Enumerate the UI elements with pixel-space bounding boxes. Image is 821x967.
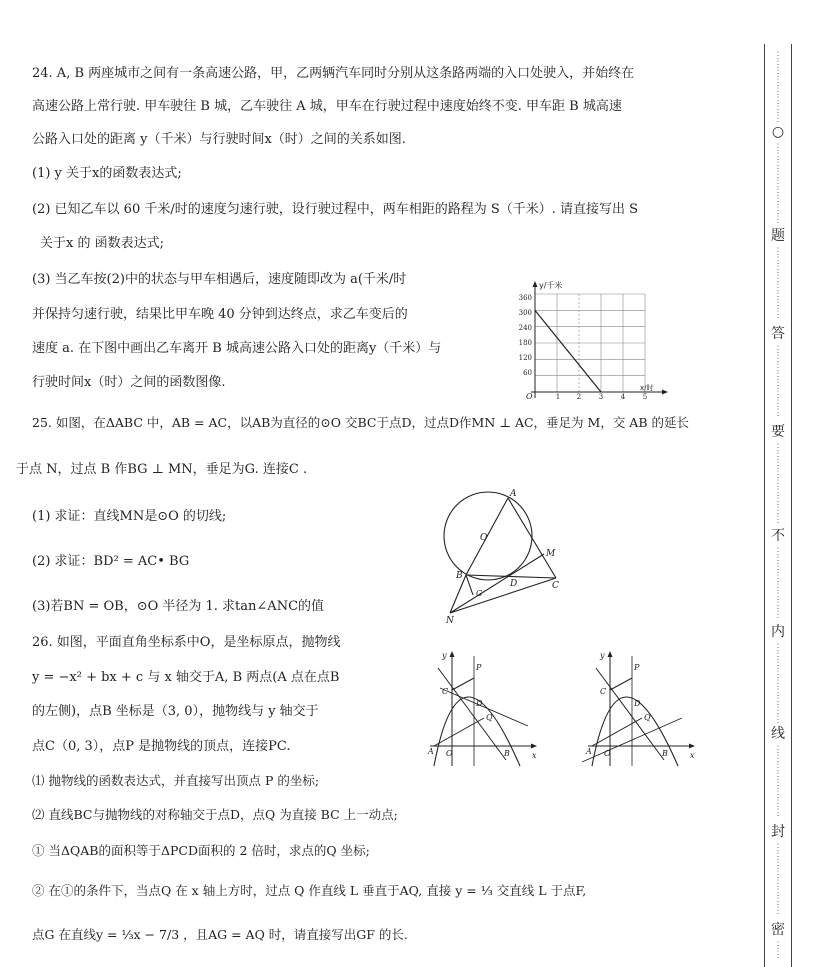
q24-y-arrow [533, 281, 538, 287]
q25-segment-bc [466, 575, 556, 578]
q25-part-1: (1) 求证：直线MN是⊙O 的切线; [32, 509, 227, 524]
strip-char-feng: 封 [771, 824, 785, 840]
q24-part-3: (3) 当乙车按(2)中的状态与甲车相遇后，速度随即改为 a(千米/时 [32, 272, 407, 287]
q26-part-2-2-cont: 点G 在直线y = ⅓x − 7/3 ，且AG = AQ 时，请直接写出GF 的长. [32, 927, 408, 942]
strip-dots: ⋮ ⋮ [773, 941, 783, 960]
q26-right-label-o: O [604, 749, 611, 758]
strip-dots: ⋮ ⋮ ⋮ ⋮ ⋮ ⋮ ⋮ ⋮ ⋮ [773, 443, 783, 525]
strip-dots: ⋮ ⋮ ⋮ ⋮ ⋮ ⋮ ⋮ ⋮ [773, 843, 783, 916]
q26-left-y-arrow [450, 651, 455, 657]
q25-label-o: O [480, 533, 488, 543]
q26-part-2-1: ① 当ΔQAB的面积等于ΔPCD面积的 2 倍时，求点的Q 坐标; [32, 843, 370, 858]
q26-left-label-a: A [428, 747, 434, 756]
strip-char-yao: 要 [771, 424, 785, 440]
q24-part-1: (1) y 关于x的函数表达式; [32, 166, 182, 181]
q24-y-tick: 180 [518, 339, 532, 347]
q25-figure [438, 486, 568, 626]
q25-line-1: 25. 如图，在ΔABC 中，AB = AC，以AB为直径的⊙O 交BC于点D，过点D作MN ⊥ AC，垂足为 M，交 AB 的延长 [32, 415, 689, 430]
q25-circle-o [444, 492, 532, 580]
q26-right-x-arrow [689, 744, 695, 749]
q25-line-2: 于点 N，过点 B 作BG ⊥ MN，垂足为G. 连接C . [16, 462, 308, 477]
q25-segment-bg [466, 575, 473, 595]
strip-dots: ⋮ ⋮ ⋮ ⋮ ⋮ ⋮ ⋮ ⋮ ⋮ [773, 643, 783, 725]
q24-x-tick: 3 [598, 393, 604, 400]
q24-part-3-cont-2: 速度 a. 在下图中画出乙车离开 B 城高速公路入口处的距离y（千米）与 [32, 341, 442, 356]
q26-figure-left [420, 648, 540, 768]
q26-right-y-arrow [608, 651, 613, 657]
q26-right-segment-aq [592, 718, 642, 746]
strip-char-ti: 题 [771, 228, 785, 244]
q26-line-1: 26. 如图，平面直角坐标系中O，是坐标原点，抛物线 [32, 635, 341, 650]
q25-label-n: N [446, 616, 454, 626]
q24-x-tick: 2 [576, 393, 582, 400]
q24-y-tick: 300 [518, 309, 532, 317]
q26-left-label-x: x [532, 751, 537, 760]
q26-right-label-d: D [634, 699, 641, 708]
q26-left-segment-pc [452, 678, 474, 690]
strip-char-da: 答 [771, 326, 785, 342]
q24-line-2: 高速公路上常行驶. 甲车驶往 B 城，乙车驶往 A 城，甲车在行驶过程中速度始终不变. 甲车距 B 城高速 [32, 99, 622, 114]
q26-right-label-x: x [690, 751, 695, 760]
strip-char-mi: 密 [771, 922, 785, 938]
q26-part-2-2: ② 在①的条件下，当点Q 在 x 轴上方时，过点 Q 作直线 L 垂直于AQ, 直接 y = ⅓ 交直线 L 于点F, [32, 883, 587, 898]
q24-line-1: 24. A, B 两座城市之间有一条高速公路，甲，乙两辆汽车同时分别从这条路两端的入口处驶入，并始终在 [32, 66, 635, 81]
q24-x-arrow [662, 390, 668, 395]
q26-left-segment-aq [434, 718, 484, 746]
strip-char-bu: 不 [771, 528, 785, 544]
q26-right-label-a: A [586, 747, 592, 756]
q24-y-tick: 120 [518, 354, 532, 362]
q25-label-b: B [456, 571, 463, 581]
q24-y-label: y/千米 [539, 281, 563, 290]
strip-char-xian: 线 [771, 726, 785, 742]
strip-dots: ⋮ ⋮ ⋮ ⋮ ⋮ ⋮ ⋮ ⋮ [773, 745, 783, 818]
q26-figure-right [578, 648, 698, 768]
q25-segment-ac [508, 498, 556, 578]
q24-part-2: (2) 已知乙车以 60 千米/时的速度匀速行驶，设行驶过程中，两车相距的路程为 S（千米）. 请直接写出 S [32, 202, 639, 217]
q24-series-jia [535, 310, 601, 392]
q26-right-label-p: P [634, 663, 640, 672]
q24-x-tick: 4 [620, 393, 626, 400]
q26-left-label-d: D [476, 699, 483, 708]
q26-line-4: 点C（0, 3），点P 是抛物线的顶点，连接PC. [32, 739, 291, 754]
q25-label-c: C [552, 581, 559, 591]
q24-line-3: 公路入口处的距离 y（千米）与行驶时间x（时）之间的关系如图. [32, 132, 406, 147]
q26-left-label-p: P [476, 663, 482, 672]
q24-x-tick: 5 [642, 393, 648, 400]
q25-line-mn [450, 554, 544, 613]
q24-y-tick: 240 [518, 324, 532, 332]
q24-part-2-cont: 关于x 的 函数表达式; [40, 236, 164, 251]
q24-y-tick: 60 [523, 369, 532, 377]
binding-strip [764, 44, 792, 967]
q26-left-label-o: O [446, 749, 453, 758]
q26-left-label-y: y [442, 651, 447, 660]
q25-label-d: D [510, 579, 518, 589]
q25-label-a: A [510, 489, 517, 499]
strip-dots: ⋮ ⋮ ⋮ ⋮ ⋮ ⋮ ⋮ ⋮ [773, 547, 783, 620]
q26-left-label-b: B [504, 749, 510, 758]
q26-part-2: ⑵ 直线BC与抛物线的对称轴交于点D，点Q 为直接 BC 上一动点; [32, 807, 398, 822]
q25-part-2: (2) 求证：BD² = AC• BG [32, 554, 190, 569]
q25-segment-nc [450, 578, 556, 613]
q24-graph [505, 278, 670, 400]
q25-part-3: (3)若BN = OB，⊙O 半径为 1. 求tan∠ANC的值 [32, 599, 325, 614]
q26-left-x-arrow [531, 744, 537, 749]
q24-x-label: x/时 [640, 384, 654, 392]
q26-right-segment-pc [610, 678, 632, 690]
q26-right-label-y: y [600, 651, 605, 660]
q24-grid [535, 294, 645, 392]
q25-label-m: M [546, 549, 556, 559]
q24-origin-label: O [526, 392, 533, 400]
q24-y-tick: 360 [518, 294, 532, 302]
strip-dots: ⋮ ⋮ ⋮ ⋮ ⋮ ⋮ ⋮ ⋮ [773, 51, 783, 124]
strip-dots: ⋮ ⋮ ⋮ ⋮ ⋮ ⋮ ⋮ ⋮ [773, 247, 783, 320]
strip-char-nei: 内 [771, 624, 785, 640]
q26-line-3: 的左侧)，点B 坐标是（3, 0），抛物线与 y 轴交于 [32, 704, 319, 719]
strip-circle-mark: ○ [771, 124, 785, 140]
q26-right-label-q: Q [644, 713, 651, 722]
q24-x-tick: 1 [555, 393, 561, 400]
strip-dots: ⋮ ⋮ ⋮ ⋮ ⋮ ⋮ ⋮ ⋮ ⋮ [773, 143, 783, 225]
strip-dots: ⋮ ⋮ ⋮ ⋮ ⋮ ⋮ ⋮ ⋮ [773, 345, 783, 418]
q26-right-label-c: C [600, 687, 607, 696]
q26-part-1: ⑴ 抛物线的函数表达式，并直接写出顶点 P 的坐标; [32, 773, 320, 788]
q24-part-3-cont-1: 并保持匀速行驶，结果比甲车晚 40 分钟到达终点，求乙车变后的 [32, 307, 408, 322]
q26-left-label-q: Q [486, 713, 493, 722]
q24-part-3-cont-3: 行驶时间x（时）之间的函数图像. [32, 375, 226, 390]
q26-left-label-c: C [442, 687, 449, 696]
q26-line-2: y = −x² + bx + c 与 x 轴交于A, B 两点(A 点在点B [32, 670, 340, 685]
q25-label-g: G [476, 589, 483, 598]
q26-right-label-b: B [662, 749, 668, 758]
